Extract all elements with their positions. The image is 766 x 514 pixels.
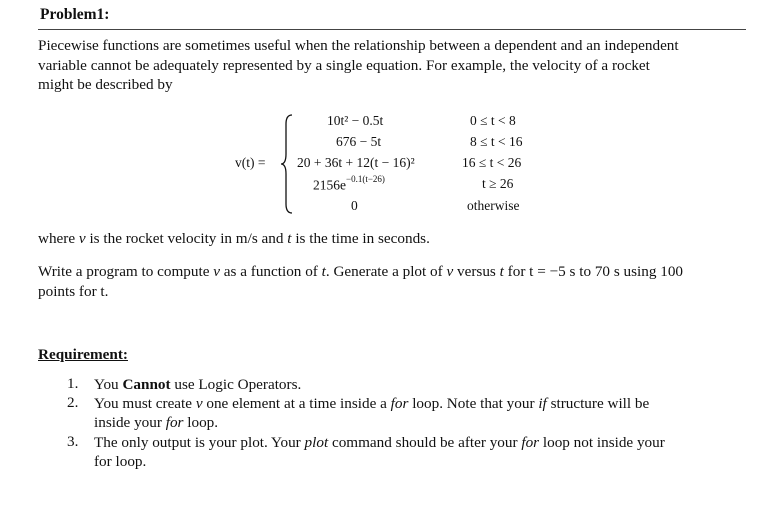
where-text-3: is the time in seconds. <box>291 230 430 247</box>
req2-line-2 <box>94 413 649 432</box>
task-text-a: Write a program to compute <box>38 263 214 280</box>
intro-line-2: variable cannot be adequately represented by a single equation. For example, the velocity of a rocket <box>38 56 650 74</box>
case-expr-4-exponent: −0.1(t−26) <box>346 174 385 184</box>
req2-line-1 <box>94 394 649 413</box>
intro-line-1: Piecewise functions are sometimes useful when the relationship between a dependent and an independent <box>38 37 679 54</box>
case-expr-3: 20 + 36t + 12(t − 16)² <box>297 155 415 170</box>
req1-text-c: use Logic Operators. <box>170 376 302 393</box>
task-var-v2: v <box>446 263 454 280</box>
where-var-t: t <box>287 230 292 247</box>
case-expr-2: 676 − 5t <box>336 134 382 149</box>
req-item-2 <box>94 394 649 432</box>
req1-text-a: You <box>94 376 123 393</box>
task-text-d: versus <box>453 263 500 280</box>
title-divider <box>38 29 746 30</box>
task-text-c: . Generate a plot of <box>325 263 447 280</box>
case-cond-1: 0 ≤ t < 8 <box>470 113 516 128</box>
req3-line-2: for loop. <box>94 453 147 470</box>
req2-text-line2a: inside your <box>94 414 166 431</box>
task-line-2: points for t. <box>38 282 109 300</box>
case-expr-1: 10t² − 0.5t <box>327 113 384 128</box>
where-text-2: is the rocket velocity in m/s and <box>85 230 288 247</box>
case-expr-5: 0 <box>351 198 358 213</box>
task-line-1 <box>38 262 683 282</box>
req2-text-line2b: loop. <box>183 414 219 431</box>
task-var-v: v <box>213 263 220 280</box>
case-expr-4-base: 2156e <box>313 177 346 193</box>
task-var-t: t <box>321 263 326 280</box>
req3-plot: plot <box>304 434 329 451</box>
req2-text-b: one element at a time inside a <box>202 395 391 412</box>
problem-title: Problem1: <box>40 6 110 23</box>
req2-text-d: structure will be <box>546 395 650 412</box>
case-cond-4: t ≥ 26 <box>482 176 514 191</box>
case-cond-2: 8 ≤ t < 16 <box>470 134 523 149</box>
case-cond-5: otherwise <box>467 198 520 213</box>
equation-lhs: v(t) = <box>235 155 266 170</box>
intro-line-3: might be described by <box>38 76 173 93</box>
task-text-b: as a function of <box>220 263 322 280</box>
where-sentence <box>38 229 430 249</box>
req1-bold-cannot: Cannot <box>122 376 171 393</box>
req2-for: for <box>390 395 409 412</box>
intro-paragraph <box>38 36 679 95</box>
req2-text-c: loop. Note that your <box>408 395 539 412</box>
requirement-heading: Requirement: <box>38 346 128 363</box>
req2-if: if <box>538 395 547 412</box>
task-text-e: for t = −5 s to 70 s using 100 <box>503 263 684 280</box>
req3-text-b: command should be after your <box>328 434 522 451</box>
req2-var-v: v <box>195 395 203 412</box>
req-item-3 <box>94 433 665 471</box>
req3-text-c: loop not inside your <box>539 434 665 451</box>
task-var-t2: t <box>499 263 504 280</box>
where-text-1: where <box>38 230 79 247</box>
case-expr-4 <box>313 176 385 194</box>
left-brace-icon <box>280 114 294 214</box>
req-item-1 <box>94 375 301 394</box>
req2-line2-for: for <box>165 414 184 431</box>
req-item-1-number: 1. <box>67 375 79 392</box>
req-item-3-number: 3. <box>67 433 79 450</box>
req3-for: for <box>521 434 540 451</box>
req2-text-a: You must create <box>94 395 196 412</box>
task-paragraph <box>38 262 683 301</box>
req-item-2-number: 2. <box>67 394 79 411</box>
case-cond-3: 16 ≤ t < 26 <box>462 155 522 170</box>
where-var-v: v <box>78 230 86 247</box>
req3-line-1 <box>94 433 665 452</box>
req3-text-a: The only output is your plot. Your <box>94 434 305 451</box>
